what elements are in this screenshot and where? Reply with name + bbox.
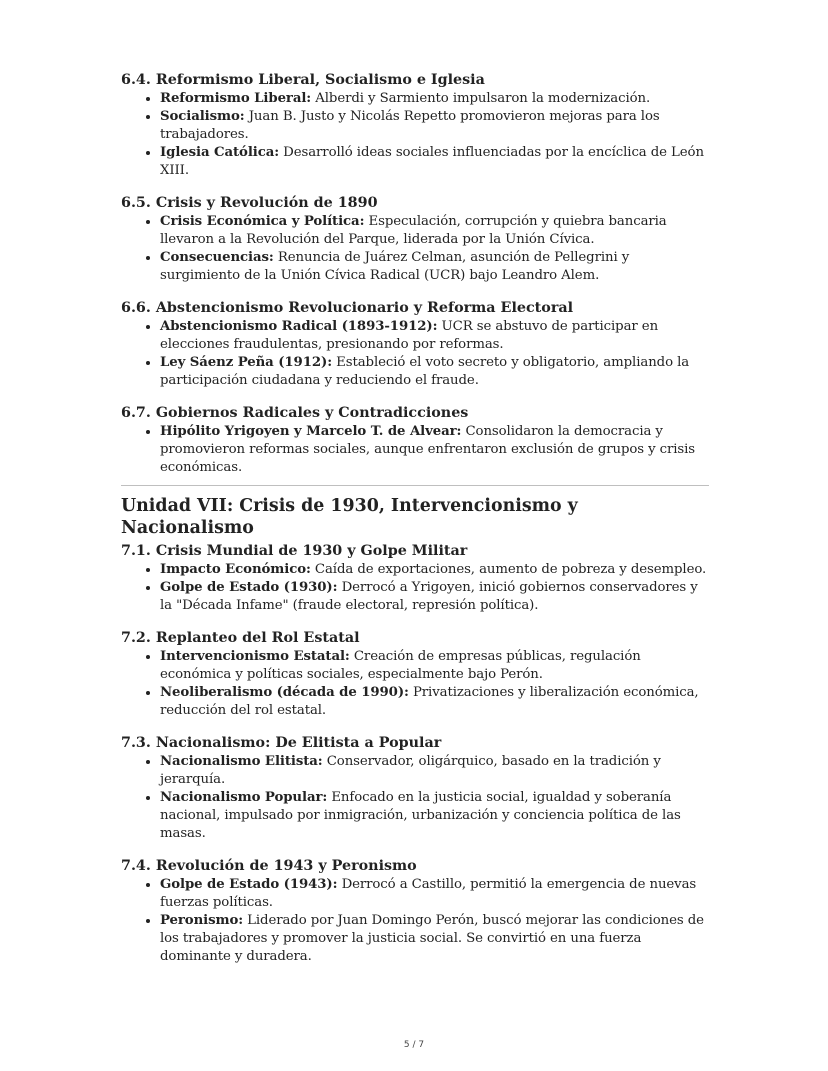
item-text: Derrocó a Castillo, permitió la emergencia de nuevas fuerzas políticas. [160,877,697,910]
item-term: Crisis Económica y Política: [160,214,365,229]
section-heading: 7.2. Replanteo del Rol Estatal [121,630,360,646]
section-heading: 6.6. Abstencionismo Revolucionario y Reforma Electoral [121,300,574,316]
item-term: Impacto Económico: [160,562,311,577]
list-item [160,249,709,285]
list-item [160,789,709,843]
page-number: 5 / 7 [403,1040,425,1050]
item-text: Derrocó a Yrigoyen, inició gobiernos conservadores y la "Década Infame" (fraude electoral, represión política). [160,580,698,613]
unit-title: Unidad VII: Crisis de 1930, Intervencionismo y Nacionalismo [121,496,578,538]
item-text: Renuncia de Juárez Celman, asunción de Pellegrini y surgimiento de la Unión Cívica Radical (UCR) bajo Leandro Alem. [160,250,630,283]
item-text: Caída de exportaciones, aumento de pobreza y desempleo. [310,562,707,577]
item-term: Socialismo: [160,109,245,124]
bullet-list [121,876,709,966]
item-text: Enfocado en la justicia social, igualdad y soberanía nacional, impulsado por inmigración, urbanización y conciencia política de las masas. [160,790,681,841]
item-text: Alberdi y Sarmiento impulsaron la modernización. [311,91,651,106]
section-heading: 7.1. Crisis Mundial de 1930 y Golpe Militar [121,543,468,559]
item-term: Iglesia Católica: [160,145,280,160]
bullet-list [121,423,709,477]
document-page [121,71,709,966]
item-term: Neoliberalismo (década de 1990): [160,685,409,700]
item-text: Estableció el voto secreto y obligatorio, ampliando la participación ciudadana y reduciendo el fraude. [160,355,690,388]
list-item [160,318,709,354]
item-term: Consecuencias: [160,250,274,265]
bullet-list [121,90,709,180]
item-term: Ley Sáenz Peña (1912): [160,355,333,370]
list-item [160,561,709,579]
bullet-list [121,648,709,720]
list-item [160,648,709,684]
item-term: Intervencionismo Estatal: [160,649,350,664]
item-term: Abstencionismo Radical (1893-1912): [160,319,438,334]
section-heading: 7.4. Revolución de 1943 y Peronismo [121,858,417,874]
list-item [160,108,709,144]
bullet-list [121,318,709,390]
list-item [160,90,709,108]
item-term: Nacionalismo Popular: [160,790,328,805]
item-text: Desarrolló ideas sociales influenciadas por la encíclica de León XIII. [160,145,704,178]
item-text: Juan B. Justo y Nicolás Repetto promovieron mejoras para los trabajadores. [160,109,660,142]
section-heading: 6.5. Crisis y Revolución de 1890 [121,195,378,211]
item-term: Peronismo: [160,913,244,928]
bullet-list [121,753,709,843]
item-text: Liderado por Juan Domingo Perón, buscó mejorar las condiciones de los trabajadores y promover la justicia social. Se convirtió en una fuerza dominante y duradera. [160,913,704,964]
list-item [160,144,709,180]
list-item [160,213,709,249]
item-text: UCR se abstuvo de participar en elecciones fraudulentas, presionando por reformas. [160,319,659,352]
list-item [160,912,709,966]
section-divider [121,485,709,486]
list-item [160,423,709,477]
item-text: Privatizaciones y liberalización económica, reducción del rol estatal. [160,685,699,718]
item-term: Golpe de Estado (1943): [160,877,338,892]
section-heading: 6.7. Gobiernos Radicales y Contradicciones [121,405,469,421]
bullet-list [121,213,709,285]
item-term: Hipólito Yrigoyen y Marcelo T. de Alvear: [160,424,462,439]
section-heading: 6.4. Reformismo Liberal, Socialismo e Iglesia [121,72,485,88]
list-item [160,684,709,720]
list-item [160,354,709,390]
list-item [160,753,709,789]
item-term: Reformismo Liberal: [160,91,312,106]
item-text: Especulación, corrupción y quiebra bancaria llevaron a la Revolución del Parque, liderada por la Unión Cívica. [160,214,667,247]
item-term: Nacionalismo Elitista: [160,754,323,769]
list-item [160,579,709,615]
item-text: Creación de empresas públicas, regulación económica y políticas sociales, especialmente bajo Perón. [160,649,641,682]
list-item [160,876,709,912]
item-text: Consolidaron la democracia y promovieron reformas sociales, aunque enfrentaron exclusión de grupos y crisis económicas. [160,424,696,475]
item-term: Golpe de Estado (1930): [160,580,338,595]
item-text: Conservador, oligárquico, basado en la tradición y jerarquía. [160,754,661,787]
bullet-list [121,561,709,615]
section-heading: 7.3. Nacionalismo: De Elitista a Popular [121,735,442,751]
